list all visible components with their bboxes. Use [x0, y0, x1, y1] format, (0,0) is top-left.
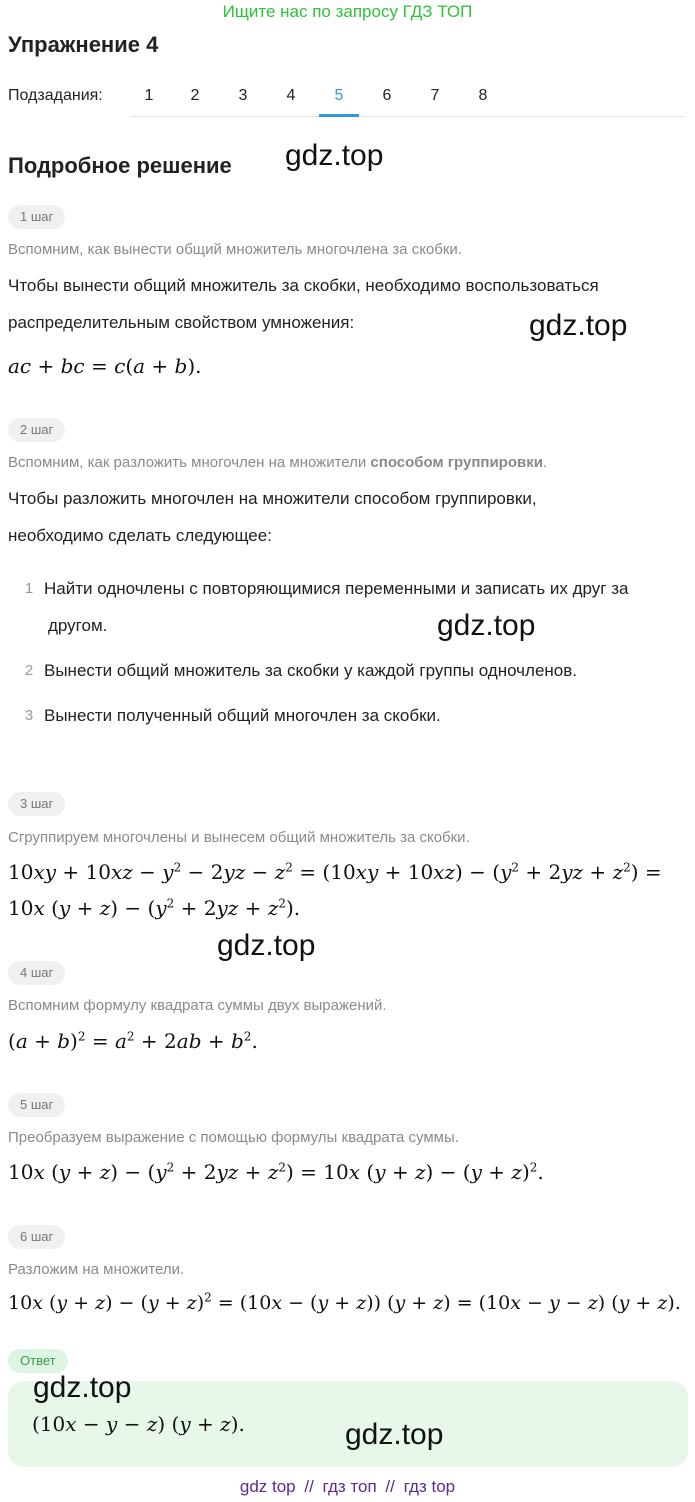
step-badge-2: 2 шаг [8, 418, 65, 442]
footer-separator: // [385, 1477, 395, 1496]
watermark: gdz.top [33, 1371, 132, 1404]
list-item-number-3: 3 [24, 707, 34, 724]
formula-transform: 10x $(y + z) - (y^2 + 2yz + z^2) = 10x$ $(y + z) - (y + z)^2$. [8, 1160, 544, 1184]
active-subtask-indicator [319, 114, 359, 117]
formula-distributive: ac + bc = c(a + b). [8, 354, 202, 378]
watermark: gdz.top [529, 309, 628, 342]
formula-square-of-sum: $(a + b)^2 = a^2 + 2ab + b^2$. [8, 1029, 258, 1053]
footer-separator: // [304, 1477, 314, 1496]
list-item-number-1: 1 [24, 580, 34, 597]
answer-badge: Ответ [8, 1349, 68, 1373]
list-item-number-2: 2 [24, 662, 34, 679]
footer-link-1[interactable]: gdz top [239, 1477, 296, 1496]
list-item-3: Вынести полученный общий многочлен за скобки. [44, 706, 441, 725]
page-title: Упражнение 4 [8, 32, 159, 57]
step-badge-3: 3 шаг [8, 792, 65, 816]
step-2-text: Чтобы разложить многочлен на множители способом группировки, [8, 489, 537, 508]
list-item-1 [44, 570, 689, 644]
step-1-text: Чтобы вынести общий множитель за скобки, необходимо воспользоваться [8, 276, 599, 295]
step-badge-1: 1 шаг [8, 205, 65, 229]
subtask-tab-7[interactable]: 7 [430, 87, 440, 104]
step-5-hint: Преобразуем выражение с помощью формулы квадрата суммы. [8, 1129, 459, 1146]
hint-end: . [542, 454, 548, 471]
subtask-tab-2[interactable]: 2 [190, 87, 200, 104]
answer-formula: (10x − y − z) (y + z). [32, 1412, 245, 1436]
step-badge-6: 6 шаг [8, 1225, 65, 1249]
footer-link-3[interactable]: гдз top [403, 1477, 456, 1496]
subtask-tab-5[interactable]: 5 [334, 87, 344, 104]
formula-grouping-line-2: 10x $(y + z) - (y^2 + 2yz + z^2)$. [8, 896, 301, 920]
step-4-hint: Вспомним формулу квадрата суммы двух выражений. [8, 997, 387, 1014]
step-badge-5: 5 шаг [8, 1093, 65, 1117]
list-item-1-line-1: Найти одночлены с повторяющимися переменными и записать их друг за [44, 579, 629, 598]
list-item-2: Вынести общий множитель за скобки у каждой группы одночленов. [44, 661, 578, 680]
subtask-tab-8[interactable]: 8 [478, 87, 488, 104]
subtasks-label: Подзадания: [8, 87, 103, 104]
footer-links [0, 1477, 695, 1497]
step-2-hint [8, 454, 547, 471]
subtask-tab-4[interactable]: 4 [286, 87, 296, 104]
search-hint-link[interactable]: Ищите нас по запросу ГДЗ ТОП [222, 2, 473, 21]
watermark: gdz.top [345, 1418, 444, 1451]
step-3-hint: Сгруппируем многочлены и вынесем общий множитель за скобки. [8, 829, 470, 846]
footer-link-2[interactable]: гдз топ [322, 1477, 377, 1496]
subtask-tab-1[interactable]: 1 [144, 87, 154, 104]
step-1-hint: Вспомним, как вынести общий множитель многочлена за скобки. [8, 241, 462, 258]
subtask-tab-3[interactable]: 3 [238, 87, 248, 104]
solution-heading: Подробное решение [8, 153, 232, 178]
watermark: gdz.top [217, 929, 316, 962]
step-badge-4: 4 шаг [8, 961, 65, 985]
watermark: gdz.top [437, 609, 536, 642]
hint-bold-term: способом группировки [370, 454, 543, 471]
subtask-tab-6[interactable]: 6 [382, 87, 392, 104]
formula-factorization: 10x $(y + z) - (y + z)^2 = (10x - (y + z))$ (y + z) = (10x − y − z) (y + z). [8, 1290, 681, 1314]
subtasks-divider [130, 116, 685, 117]
watermark: gdz.top [285, 139, 384, 172]
step-1-text-2: распределительным свойством умножения: [8, 313, 355, 332]
list-item-1-line-2: другом. [48, 616, 108, 635]
step-6-hint: Разложим на множители. [8, 1261, 185, 1278]
formula-grouping-line-1: $10xy + 10xz - y^2 - 2yz - z^2 = (10xy + 10xz) - (y^2 + 2yz + z^2)$ = [8, 860, 662, 884]
hint-text: Вспомним, как разложить многочлен на множители [8, 454, 371, 471]
step-2-text-2: необходимо сделать следующее: [8, 526, 272, 545]
